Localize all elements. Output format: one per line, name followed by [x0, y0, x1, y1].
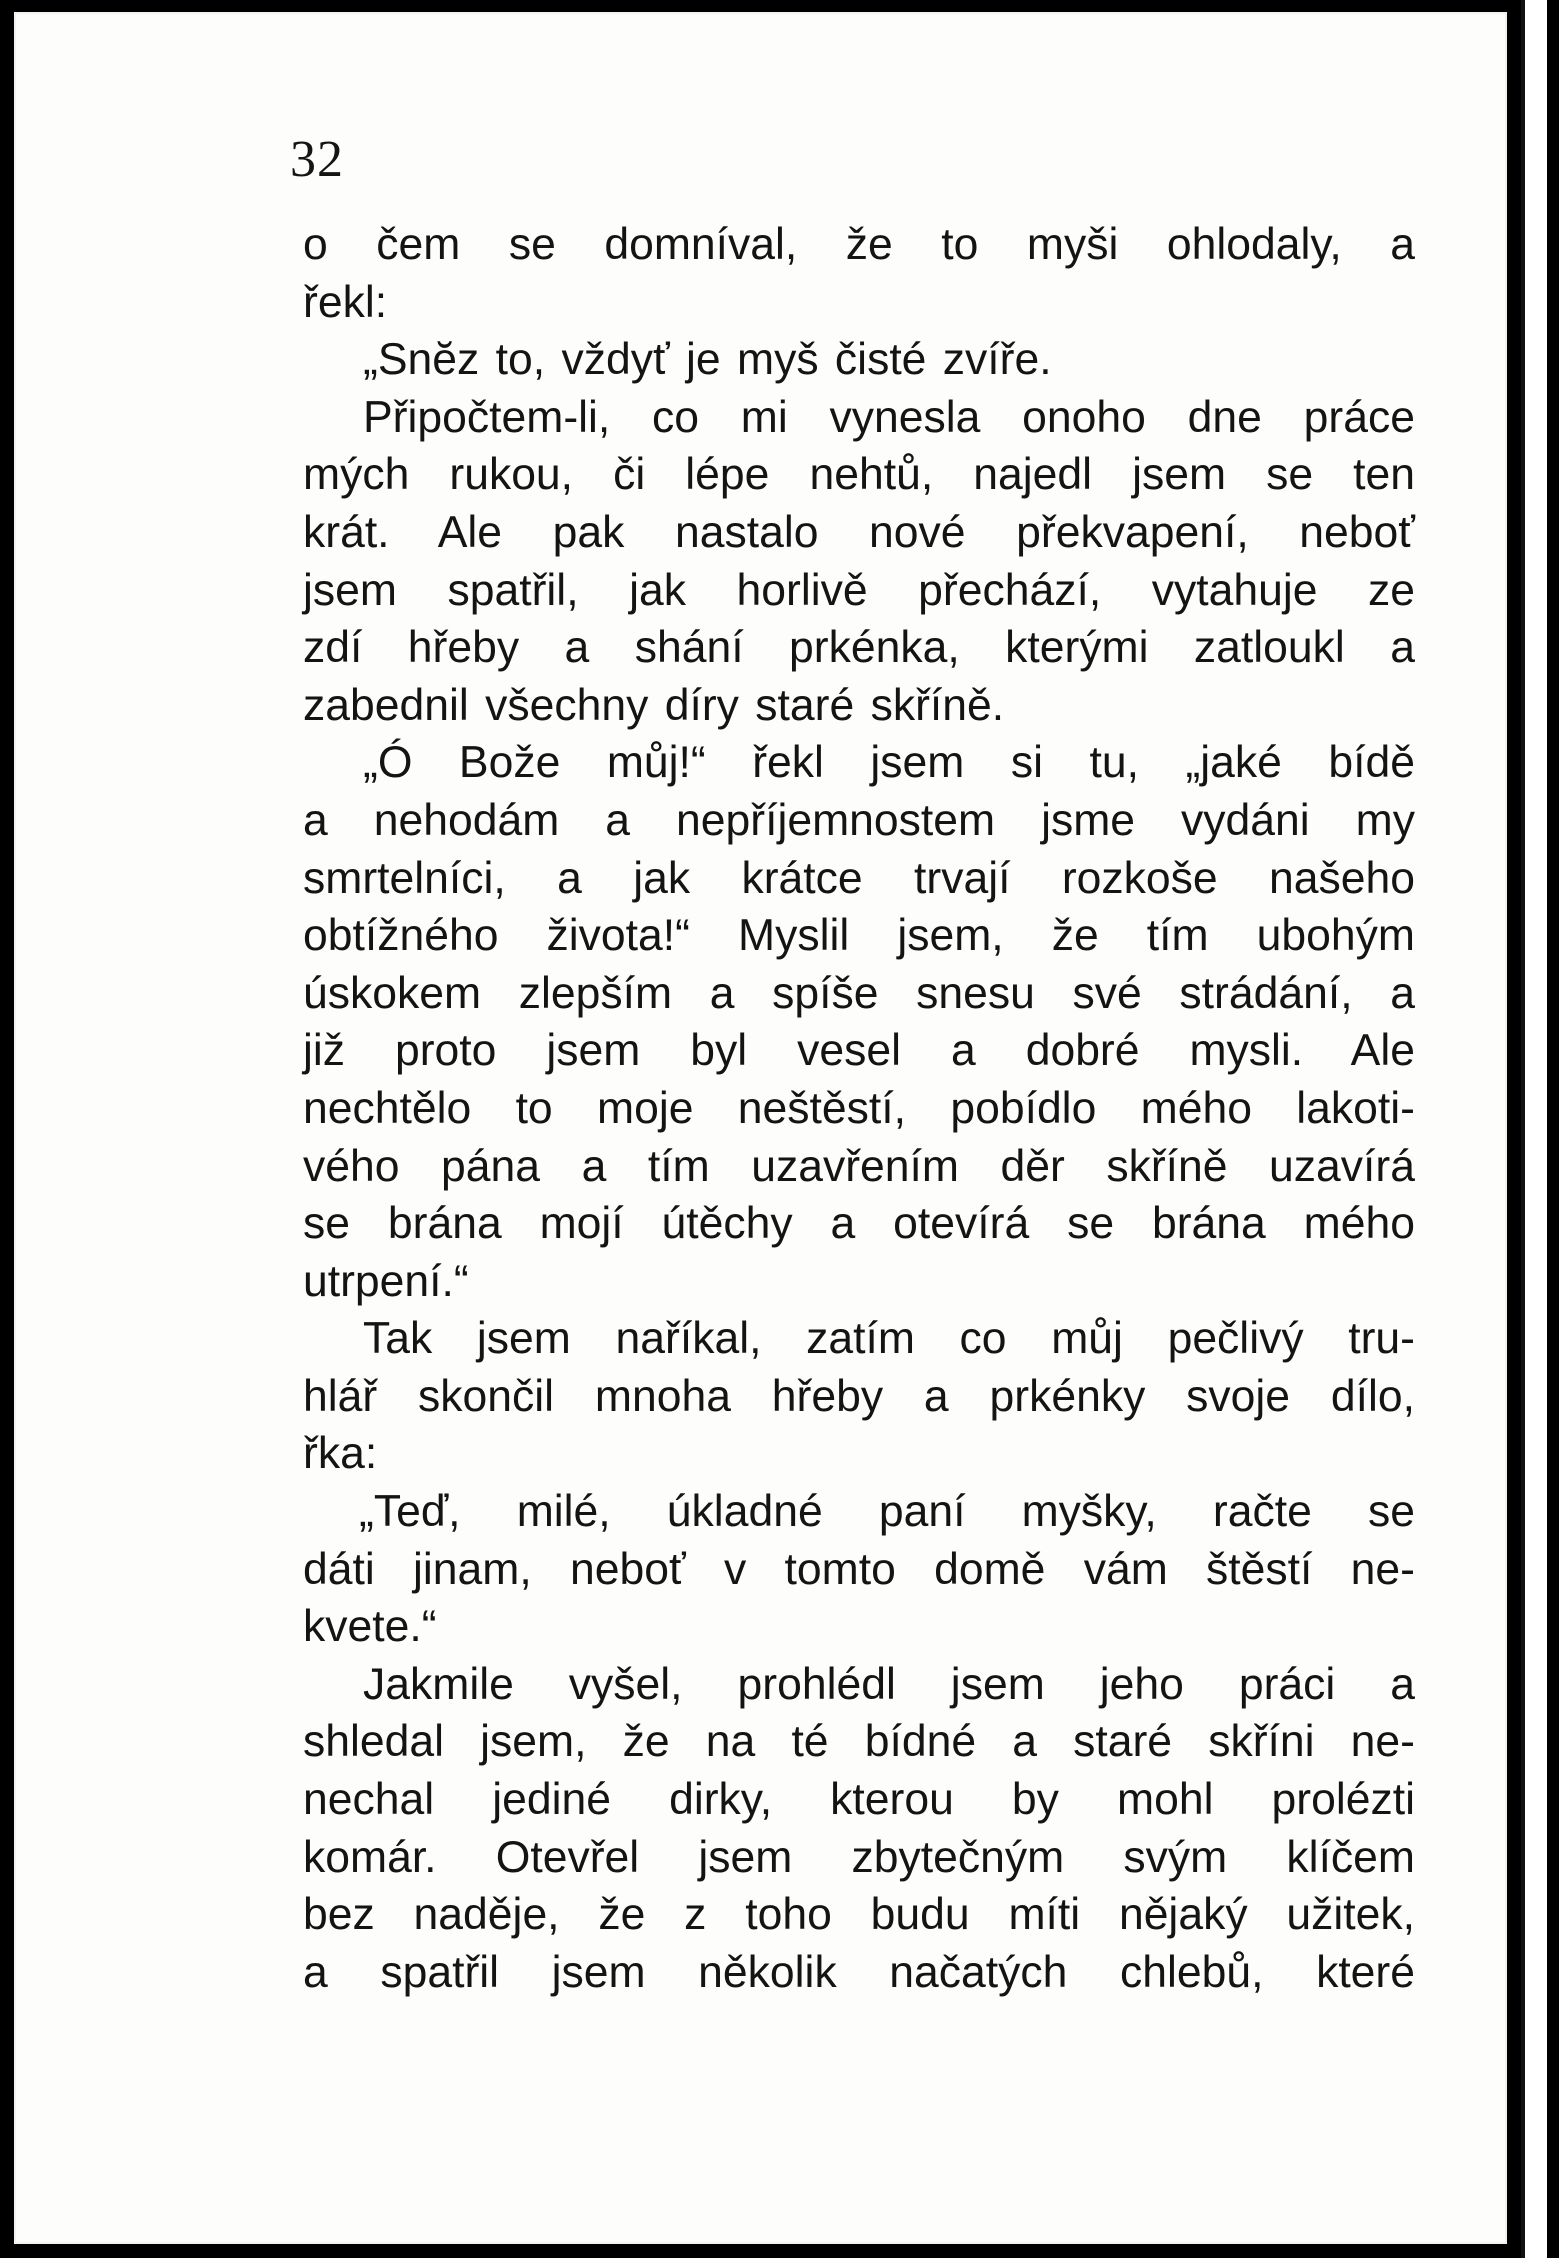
text-line: jsem spatřil, jak horlivě přechází, vytahuje ze: [303, 565, 1415, 615]
text-line: Jakmile vyšel, prohlédl jsem jeho práci a: [363, 1659, 1415, 1709]
text-line: o čem se domníval, že to myši ohlodaly, a: [303, 220, 1415, 269]
text-line: utrpení.“: [303, 1256, 469, 1306]
text-line: zdí hřeby a shání prkénka, kterými zatloukl a: [303, 623, 1415, 673]
text-line: a nehodám a nepříjemnostem jsme vydáni my: [303, 795, 1415, 845]
text-line: obtížného života!“ Myslil jsem, že tím ubohým: [303, 911, 1415, 961]
text-line: úskokem zlepším a spíše snesu své strádání, a: [303, 968, 1415, 1018]
text-line: zabednil všechny díry staré skříně.: [303, 680, 1005, 730]
page-number: 32: [290, 131, 344, 188]
text-line: kvete.“: [303, 1602, 437, 1652]
text-line: vého pána a tím uzavřením děr skříně uzavírá: [303, 1141, 1415, 1191]
text-line: řka:: [303, 1429, 378, 1479]
text-line: „Snĕz to, vždyť je myš čisté zvíře.: [363, 335, 1052, 385]
text-line: Tak jsem naříkal, zatím co můj pečlivý tru-: [363, 1314, 1415, 1364]
text-line: řekl:: [303, 277, 388, 327]
text-line: smrtelníci, a jak krátce trvají rozkoše našeho: [303, 853, 1415, 903]
book-page: [14, 12, 1507, 2244]
text-line: nechal jediné dirky, kterou by mohl prolézti: [303, 1775, 1415, 1825]
text-line: „Ó Bože můj!“ řekl jsem si tu, „jaké bídě: [363, 738, 1415, 788]
text-line: hlář skončil mnoha hřeby a prkénky svoje dílo,: [303, 1371, 1415, 1421]
text-line: se brána mojí útěchy a otevírá se brána mého: [303, 1199, 1415, 1249]
text-line: mých rukou, či lépe nehtů, najedl jsem se ten: [303, 450, 1415, 500]
text-line: „Teď, milé, úkladné paní myšky, račte se: [359, 1487, 1415, 1537]
text-line: Připočtem-li, co mi vynesla onoho dne práce: [363, 392, 1415, 442]
body-text: [303, 216, 1415, 2001]
text-line: komár. Otevřel jsem zbytečným svým klíčem: [303, 1832, 1415, 1882]
text-line: a spatřil jsem několik načatých chlebů, které: [303, 1947, 1415, 1997]
text-line: krát. Ale pak nastalo nové překvapení, neboť: [303, 507, 1415, 557]
text-line: bez naděje, že z toho budu míti nějaký užitek,: [303, 1890, 1415, 1940]
text-line: nechtělo to moje neštěstí, pobídlo mého lakoti-: [303, 1083, 1415, 1133]
text-line: dáti jinam, neboť v tomto domě vám štěstí ne-: [303, 1544, 1415, 1594]
text-line: shledal jsem, že na té bídné a staré skříni ne-: [303, 1717, 1415, 1767]
text-line: již proto jsem byl vesel a dobré mysli. Ale: [303, 1026, 1415, 1076]
page-edge: [1521, 0, 1547, 2258]
